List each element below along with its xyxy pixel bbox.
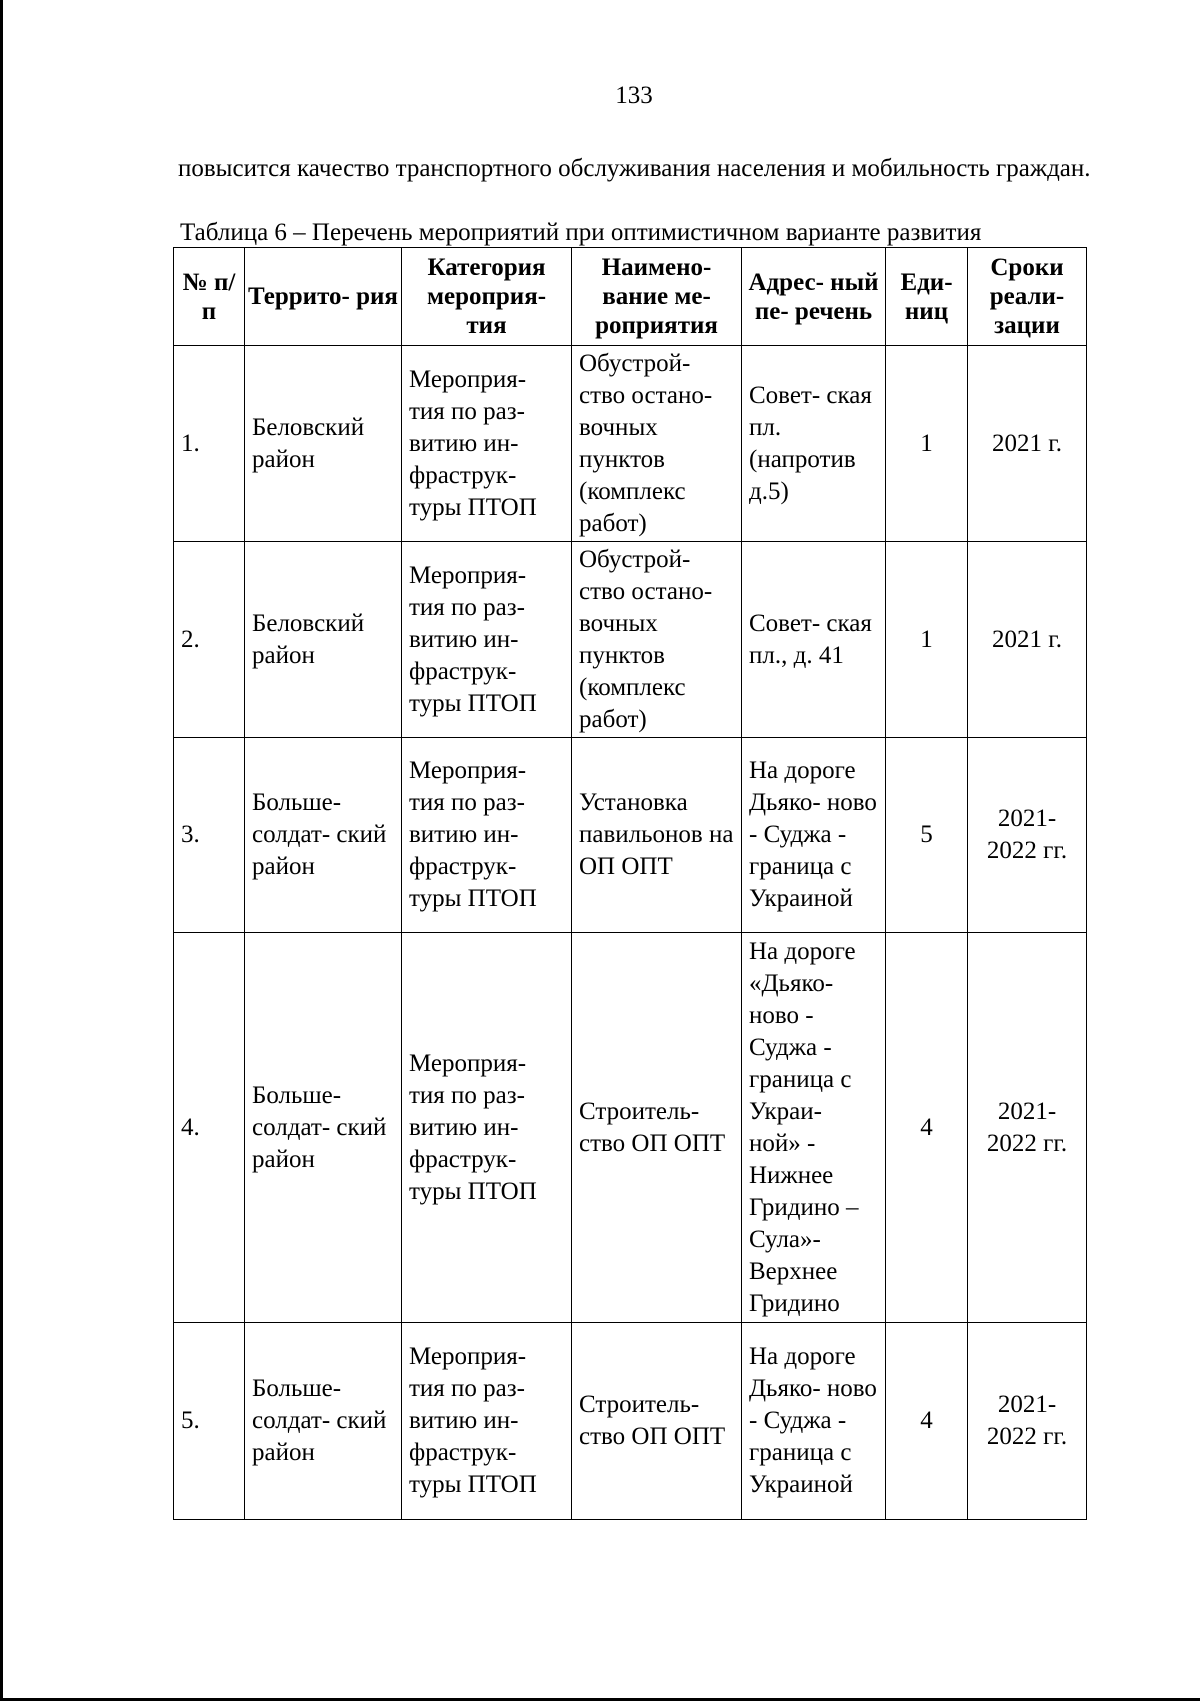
cell-territory: Больше- солдат- ский район (245, 1323, 402, 1520)
cell-num: 2. (174, 542, 245, 738)
table-row (174, 933, 1087, 1323)
cell-term: 2021 г. (968, 542, 1087, 738)
cell-num: 4. (174, 933, 245, 1323)
measures-table (173, 247, 1087, 1520)
cell-num: 1. (174, 346, 245, 542)
header-territory: Террито- рия (245, 248, 402, 346)
intro-paragraph: повысится качество транспортного обслуживания населения и мобильность граждан. (178, 155, 1091, 182)
cell-units: 4 (886, 933, 968, 1323)
cell-term: 2021- 2022 гг. (968, 738, 1087, 933)
cell-num: 3. (174, 738, 245, 933)
cell-name: Обустрой- ство остано- вочных пунктов (комплекс работ) (572, 346, 742, 542)
cell-term: 2021- 2022 гг. (968, 1323, 1087, 1520)
page-number: 133 (615, 82, 653, 109)
header-term: Сроки реали- зации (968, 248, 1087, 346)
cell-territory: Беловский район (245, 346, 402, 542)
cell-units: 1 (886, 346, 968, 542)
cell-term: 2021- 2022 гг. (968, 933, 1087, 1323)
cell-units: 4 (886, 1323, 968, 1520)
table-row (174, 542, 1087, 738)
cell-name: Строитель- ство ОП ОПТ (572, 1323, 742, 1520)
cell-category: Мероприя- тия по раз- витию ин- фраструк- туры ПТОП (402, 738, 572, 933)
cell-category: Мероприя- тия по раз- витию ин- фраструк- туры ПТОП (402, 933, 572, 1323)
table-row (174, 346, 1087, 542)
cell-address: Совет- ская пл., д. 41 (742, 542, 886, 738)
table-row (174, 738, 1087, 933)
cell-category: Мероприя- тия по раз- витию ин- фраструк- туры ПТОП (402, 1323, 572, 1520)
table-row (174, 1323, 1087, 1520)
cell-address: На дороге Дьяко- ново - Суджа - граница с Украиной (742, 738, 886, 933)
cell-territory: Больше- солдат- ский район (245, 933, 402, 1323)
cell-name: Обустрой- ство остано- вочных пунктов (комплекс работ) (572, 542, 742, 738)
cell-address: На дороге Дьяко- ново - Суджа - граница с Украиной (742, 1323, 886, 1520)
cell-address: Совет- ская пл. (напротив д.5) (742, 346, 886, 542)
cell-category: Мероприя- тия по раз- витию ин- фраструк- туры ПТОП (402, 542, 572, 738)
cell-name: Установка павильонов на ОП ОПТ (572, 738, 742, 933)
header-units: Еди- ниц (886, 248, 968, 346)
cell-term: 2021 г. (968, 346, 1087, 542)
cell-num: 5. (174, 1323, 245, 1520)
cell-address: На дороге «Дьяко- ново - Суджа - граница с Украи- ной» - Нижнее Гридино – Сула»- Верхнее Гридино (742, 933, 886, 1323)
header-name: Наимено- вание ме- роприятия (572, 248, 742, 346)
header-address: Адрес- ный пе- речень (742, 248, 886, 346)
cell-name: Строитель- ство ОП ОПТ (572, 933, 742, 1323)
header-num: № п/п (174, 248, 245, 346)
table-caption: Таблица 6 – Перечень мероприятий при оптимистичном варианте развития (180, 219, 982, 246)
cell-territory: Больше- солдат- ский район (245, 738, 402, 933)
cell-territory: Беловский район (245, 542, 402, 738)
cell-category: Мероприя- тия по раз- витию ин- фраструк- туры ПТОП (402, 346, 572, 542)
cell-units: 5 (886, 738, 968, 933)
header-category: Категория мероприя- тия (402, 248, 572, 346)
table-header-row (174, 248, 1087, 346)
cell-units: 1 (886, 542, 968, 738)
